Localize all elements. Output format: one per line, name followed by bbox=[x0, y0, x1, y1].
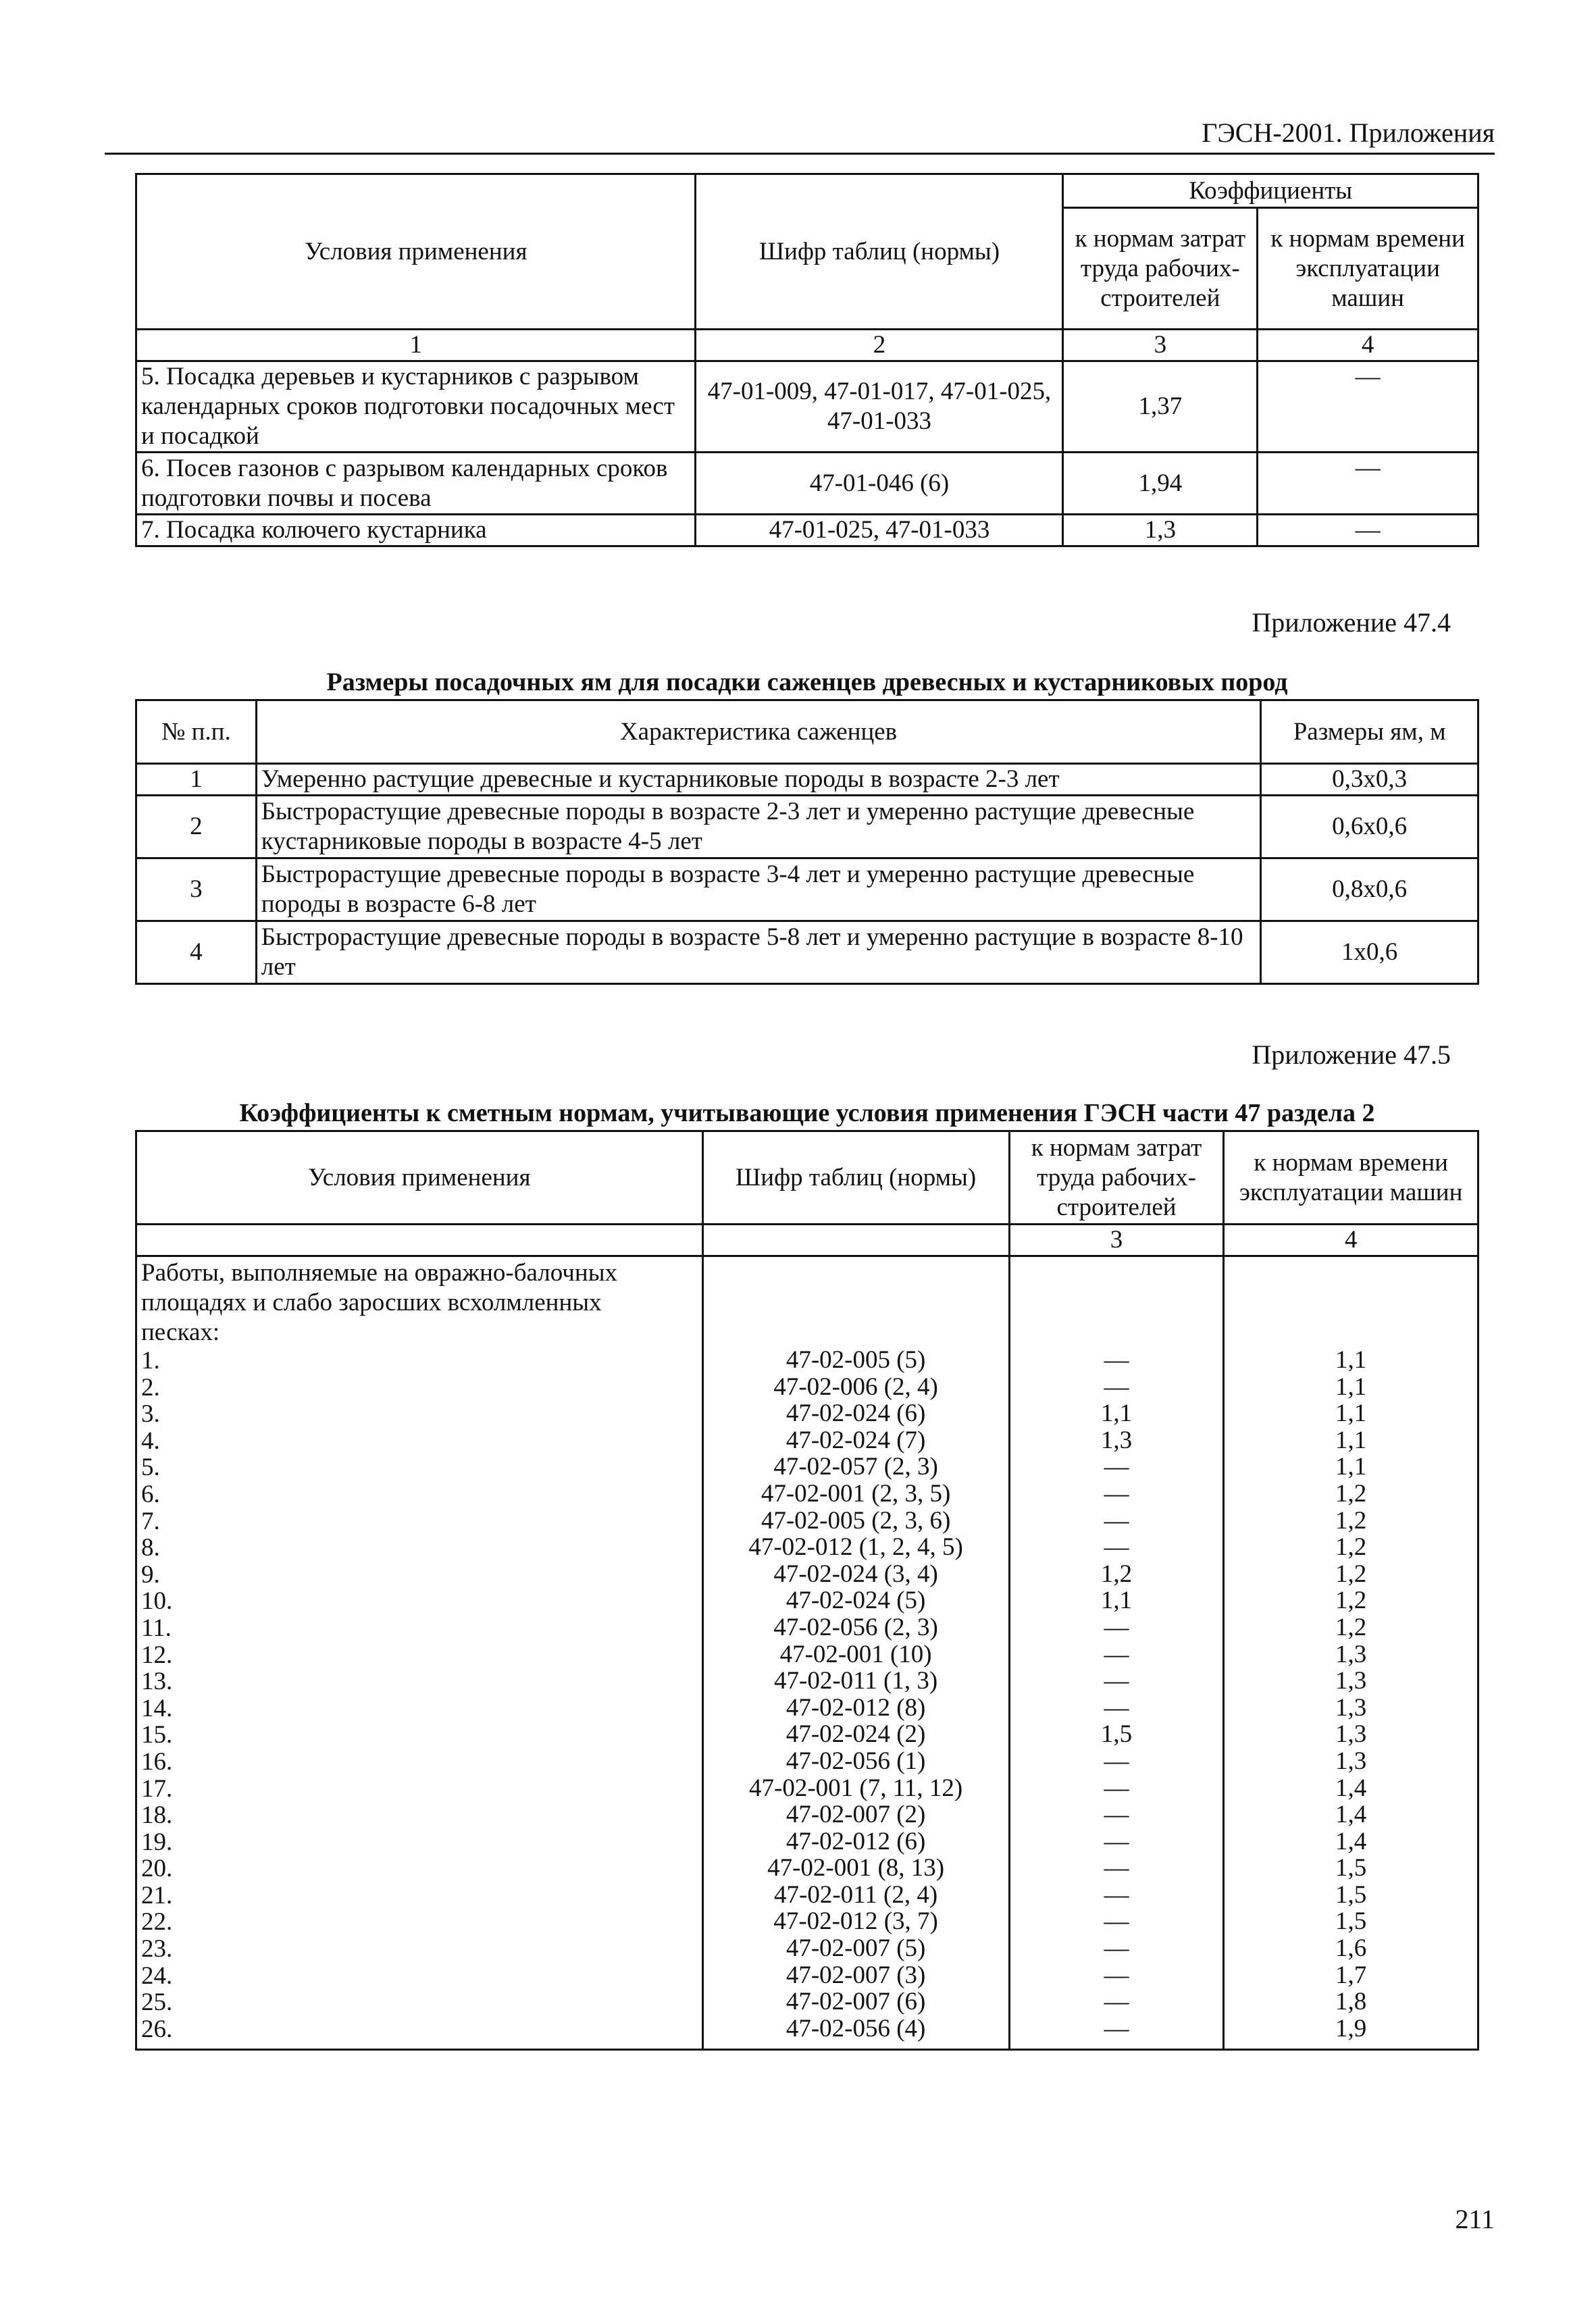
characteristics-cell: Умеренно растущие древесные и кустарниковые породы в возрасте 2-3 лет bbox=[256, 764, 1261, 796]
labor-coefficient: — bbox=[1104, 1533, 1129, 1562]
machines-coefficient: 1,3 bbox=[1335, 1667, 1367, 1695]
code-cell: 47-01-046 (6) bbox=[696, 453, 1063, 515]
labor-coefficient: — bbox=[1104, 1453, 1129, 1481]
table-row bbox=[136, 453, 1478, 515]
item-number: 10. bbox=[141, 1587, 173, 1616]
machines-coefficient: 1,3 bbox=[1335, 1640, 1367, 1668]
norm-code: 47-02-007 (2) bbox=[786, 1801, 926, 1829]
labor-coefficient: 1,3 bbox=[1100, 1426, 1133, 1454]
code-cell: 47-01-025, 47-01-033 bbox=[696, 515, 1063, 546]
item-number: 6. bbox=[141, 1480, 160, 1508]
coefficients-table-1 bbox=[135, 173, 1479, 547]
characteristics-cell: Быстрорастущие древесные породы в возрасте 2-3 лет и умеренно растущие древесные кустарниковые породы в возрасте 4-5 лет bbox=[256, 796, 1261, 858]
item-number: 24. bbox=[141, 1961, 173, 1990]
labor-coefficient: — bbox=[1104, 1774, 1129, 1802]
pit-size-cell: 0,3х0,3 bbox=[1261, 764, 1478, 796]
row-number-cell: 3 bbox=[136, 858, 257, 921]
norm-code: 47-02-005 (5) bbox=[786, 1346, 926, 1374]
norm-code: 47-02-007 (6) bbox=[786, 1988, 926, 2016]
item-number: 16. bbox=[141, 1747, 173, 1776]
item-number: 15. bbox=[141, 1721, 173, 1749]
labor-coefficient: — bbox=[1104, 1346, 1129, 1374]
col-labor-header: к нормам затрат труда рабочих-строителей bbox=[1009, 1131, 1224, 1225]
labor-coef-cell: 1,94 bbox=[1063, 453, 1258, 515]
item-number: 21. bbox=[141, 1881, 173, 1909]
norm-code: 47-02-012 (1, 2, 4, 5) bbox=[748, 1533, 963, 1562]
labor-coefficient: 1,2 bbox=[1100, 1560, 1133, 1588]
table-row bbox=[136, 858, 1478, 921]
item-numbers bbox=[141, 1347, 698, 2042]
item-number: 20. bbox=[141, 1855, 173, 1883]
labor-coefficient: — bbox=[1104, 1854, 1129, 1882]
machines-coefficient: 1,2 bbox=[1335, 1560, 1367, 1588]
labor-coefficient: — bbox=[1104, 1693, 1129, 1722]
norm-codes bbox=[708, 1347, 1004, 2042]
norm-code: 47-02-007 (5) bbox=[786, 1934, 926, 1963]
labor-coefficient: — bbox=[1104, 1667, 1129, 1695]
col-labor-header: к нормам затрат труда рабочих-строителей bbox=[1063, 208, 1258, 330]
labor-coef-cell: 1,37 bbox=[1063, 361, 1258, 453]
norm-code: 47-02-024 (2) bbox=[786, 1720, 926, 1749]
machines-coefficient: 1,1 bbox=[1335, 1346, 1367, 1374]
empty-number-cell bbox=[136, 1225, 703, 1256]
machines-coefficient: 1,6 bbox=[1335, 1934, 1367, 1963]
characteristics-cell: Быстрорастущие древесные породы в возрасте 3-4 лет и умеренно растущие древесные породы в возрасте 6-8 лет bbox=[256, 858, 1261, 921]
characteristics-cell: Быстрорастущие древесные породы в возрасте 5-8 лет и умеренно растущие в возрасте 8-10 лет bbox=[256, 921, 1261, 984]
item-number: 26. bbox=[141, 2015, 173, 2043]
item-number: 7. bbox=[141, 1507, 160, 1535]
norm-code: 47-02-011 (2, 4) bbox=[774, 1880, 938, 1909]
condition-cell: 5. Посадка деревьев и кустарников с разрывом календарных сроков подготовки посадочных мест и посадкой bbox=[136, 361, 696, 453]
table-row bbox=[136, 515, 1478, 546]
norm-code: 47-02-024 (6) bbox=[786, 1399, 926, 1428]
norm-code: 47-02-011 (1, 3) bbox=[774, 1667, 938, 1695]
item-number: 12. bbox=[141, 1641, 173, 1669]
item-number: 5. bbox=[141, 1454, 160, 1482]
machines-coefficient: 1,8 bbox=[1335, 1988, 1367, 2016]
empty-number-cell bbox=[702, 1225, 1009, 1256]
machines-coefficient: 1,5 bbox=[1335, 1854, 1367, 1882]
pit-size-cell: 1х0,6 bbox=[1261, 921, 1478, 984]
norm-code: 47-02-024 (5) bbox=[786, 1587, 926, 1615]
machines-coefficient: 1,1 bbox=[1335, 1426, 1367, 1454]
machines-coefficient: 1,5 bbox=[1335, 1907, 1367, 1936]
col-number: 2 bbox=[696, 330, 1063, 361]
col-code-header: Шифр таблиц (нормы) bbox=[696, 174, 1063, 330]
norm-code: 47-02-056 (1) bbox=[786, 1747, 926, 1775]
table-row bbox=[136, 921, 1478, 984]
machines-coef-cell: — bbox=[1258, 515, 1478, 546]
machines-coefficient: 1,9 bbox=[1335, 2014, 1367, 2042]
appendix-47-4-title: Размеры посадочных ям для посадки саженцев древесных и кустарниковых пород bbox=[326, 668, 1288, 696]
machines-coef-cell: — bbox=[1258, 361, 1478, 453]
table-row bbox=[136, 796, 1478, 858]
machine-coefficients bbox=[1229, 1347, 1473, 2042]
labor-coefficient: — bbox=[1104, 1506, 1129, 1535]
machines-coefficient: 1,5 bbox=[1335, 1880, 1367, 1909]
norm-code: 47-02-001 (7, 11, 12) bbox=[749, 1774, 963, 1802]
item-number: 23. bbox=[141, 1935, 173, 1963]
labor-coefficients bbox=[1014, 1347, 1219, 2042]
machines-coefficient: 1,7 bbox=[1335, 1961, 1367, 1989]
item-number: 13. bbox=[141, 1668, 173, 1696]
norm-code: 47-02-001 (2, 3, 5) bbox=[761, 1479, 951, 1508]
labor-coefficient: — bbox=[1104, 1801, 1129, 1829]
machines-coefficient: 1,2 bbox=[1335, 1506, 1367, 1535]
machines-coefficient: 1,4 bbox=[1335, 1801, 1367, 1829]
norm-code: 47-02-056 (4) bbox=[786, 2014, 926, 2042]
norm-code: 47-02-012 (3, 7) bbox=[773, 1907, 938, 1936]
labor-coefficient: 1,5 bbox=[1100, 1720, 1133, 1749]
norm-code: 47-02-001 (8, 13) bbox=[767, 1854, 945, 1882]
machines-coefficient: 1,4 bbox=[1335, 1827, 1367, 1855]
col-no-header: № п.п. bbox=[136, 700, 257, 764]
machines-coefficient: 1,4 bbox=[1335, 1774, 1367, 1802]
norm-code: 47-02-007 (3) bbox=[786, 1961, 926, 1989]
item-number: 4. bbox=[141, 1426, 160, 1455]
col-conditions-header: Условия применения bbox=[136, 1131, 703, 1225]
code-cell: 47-01-009, 47-01-017, 47-01-025, 47-01-033 bbox=[696, 361, 1063, 453]
norm-code: 47-02-005 (2, 3, 6) bbox=[761, 1506, 951, 1535]
machines-coefficient: 1,2 bbox=[1335, 1533, 1367, 1562]
labor-coefficient: 1,1 bbox=[1100, 1399, 1133, 1428]
labor-coefficient: — bbox=[1104, 1988, 1129, 2016]
labor-coefficient: — bbox=[1104, 1747, 1129, 1775]
labor-coefficient: — bbox=[1104, 1907, 1129, 1936]
machines-coefficient: 1,1 bbox=[1335, 1453, 1367, 1481]
item-number: 3. bbox=[141, 1400, 160, 1429]
condition-cell: 6. Посев газонов с разрывом календарных сроков подготовки почвы и посева bbox=[136, 453, 696, 515]
item-number: 8. bbox=[141, 1534, 160, 1562]
machines-coefficient: 1,1 bbox=[1335, 1372, 1367, 1401]
col-machines-header: к нормам времени эксплуатации машин bbox=[1224, 1131, 1478, 1225]
norm-code: 47-02-012 (6) bbox=[786, 1827, 926, 1855]
planting-pits-table bbox=[135, 699, 1479, 985]
appendix-47-5-label: Приложение 47.5 bbox=[1252, 1039, 1451, 1070]
machines-coefficient: 1,3 bbox=[1335, 1720, 1367, 1749]
condition-cell: 7. Посадка колючего кустарника bbox=[136, 515, 696, 546]
norm-code: 47-02-024 (7) bbox=[786, 1426, 926, 1454]
col-conditions-header: Условия применения bbox=[136, 174, 696, 330]
machines-coefficient: 1,2 bbox=[1335, 1479, 1367, 1508]
appendix-47-4-label: Приложение 47.4 bbox=[1252, 607, 1451, 638]
table-row bbox=[136, 764, 1478, 796]
pit-size-cell: 0,6х0,6 bbox=[1261, 796, 1478, 858]
labor-coefficient: — bbox=[1104, 1613, 1129, 1641]
item-number: 18. bbox=[141, 1801, 173, 1830]
machines-coefficient: 1,3 bbox=[1335, 1693, 1367, 1722]
machines-coefficient: 1,1 bbox=[1335, 1399, 1367, 1428]
norm-code: 47-02-057 (2, 3) bbox=[773, 1453, 938, 1481]
labor-coefficient: — bbox=[1104, 1827, 1129, 1855]
row-number-cell: 2 bbox=[136, 796, 257, 858]
appendix-47-5-title: Коэффициенты к сметным нормам, учитывающие условия применения ГЭСН части 47 раздела 2 bbox=[239, 1099, 1375, 1127]
page-header: ГЭСН-2001. Приложения bbox=[105, 113, 1495, 155]
norm-code: 47-02-006 (2, 4) bbox=[773, 1372, 938, 1401]
item-number: 19. bbox=[141, 1828, 173, 1856]
coefficients-table-2 bbox=[135, 1130, 1479, 2051]
labor-coefficient: — bbox=[1104, 1372, 1129, 1401]
item-number: 9. bbox=[141, 1560, 160, 1589]
machines-coefficient: 1,2 bbox=[1335, 1613, 1367, 1641]
table-body-row bbox=[136, 1256, 1478, 2050]
labor-coef-cell: 1,3 bbox=[1063, 515, 1258, 546]
table-row bbox=[136, 361, 1478, 453]
item-number: 25. bbox=[141, 1988, 173, 2017]
col-number: 3 bbox=[1063, 330, 1258, 361]
col-code-header: Шифр таблиц (нормы) bbox=[702, 1131, 1009, 1225]
col-number: 1 bbox=[136, 330, 696, 361]
labor-coefficient: — bbox=[1104, 1479, 1129, 1508]
norm-code: 47-02-001 (10) bbox=[779, 1640, 932, 1668]
item-number: 22. bbox=[141, 1908, 173, 1936]
row-number-cell: 4 bbox=[136, 921, 257, 984]
item-number: 2. bbox=[141, 1373, 160, 1402]
machines-coefficient: 1,2 bbox=[1335, 1587, 1367, 1615]
page-number: 211 bbox=[1455, 2204, 1495, 2234]
norm-code: 47-02-024 (3, 4) bbox=[773, 1560, 938, 1588]
item-number: 14. bbox=[141, 1694, 173, 1722]
labor-coefficient: — bbox=[1104, 2014, 1129, 2042]
col-number: 4 bbox=[1258, 330, 1478, 361]
col-pit-size-header: Размеры ям, м bbox=[1261, 700, 1478, 764]
coefficients-group-header: Коэффициенты bbox=[1063, 174, 1478, 208]
col-machines-header: к нормам времени эксплуатации машин bbox=[1258, 208, 1478, 330]
item-number: 17. bbox=[141, 1774, 173, 1803]
row-number-cell: 1 bbox=[136, 764, 257, 796]
col-number: 4 bbox=[1224, 1225, 1478, 1256]
labor-coefficient: — bbox=[1104, 1640, 1129, 1668]
machines-coef-cell: — bbox=[1258, 453, 1478, 515]
labor-coefficient: — bbox=[1104, 1880, 1129, 1909]
item-number: 11. bbox=[141, 1614, 172, 1642]
conditions-intro: Работы, выполняемые на овражно-балочных площадях и слабо заросших всхолмленных песках: bbox=[141, 1259, 618, 1346]
item-number: 1. bbox=[141, 1347, 160, 1374]
col-number: 3 bbox=[1009, 1225, 1224, 1256]
labor-coefficient: — bbox=[1104, 1961, 1129, 1989]
col-characteristics-header: Характеристика саженцев bbox=[256, 700, 1261, 764]
norm-code: 47-02-012 (8) bbox=[786, 1693, 926, 1722]
labor-coefficient: 1,1 bbox=[1100, 1587, 1133, 1615]
norm-code: 47-02-056 (2, 3) bbox=[773, 1613, 938, 1641]
labor-coefficient: — bbox=[1104, 1934, 1129, 1963]
machines-coefficient: 1,3 bbox=[1335, 1747, 1367, 1775]
pit-size-cell: 0,8х0,6 bbox=[1261, 858, 1478, 921]
